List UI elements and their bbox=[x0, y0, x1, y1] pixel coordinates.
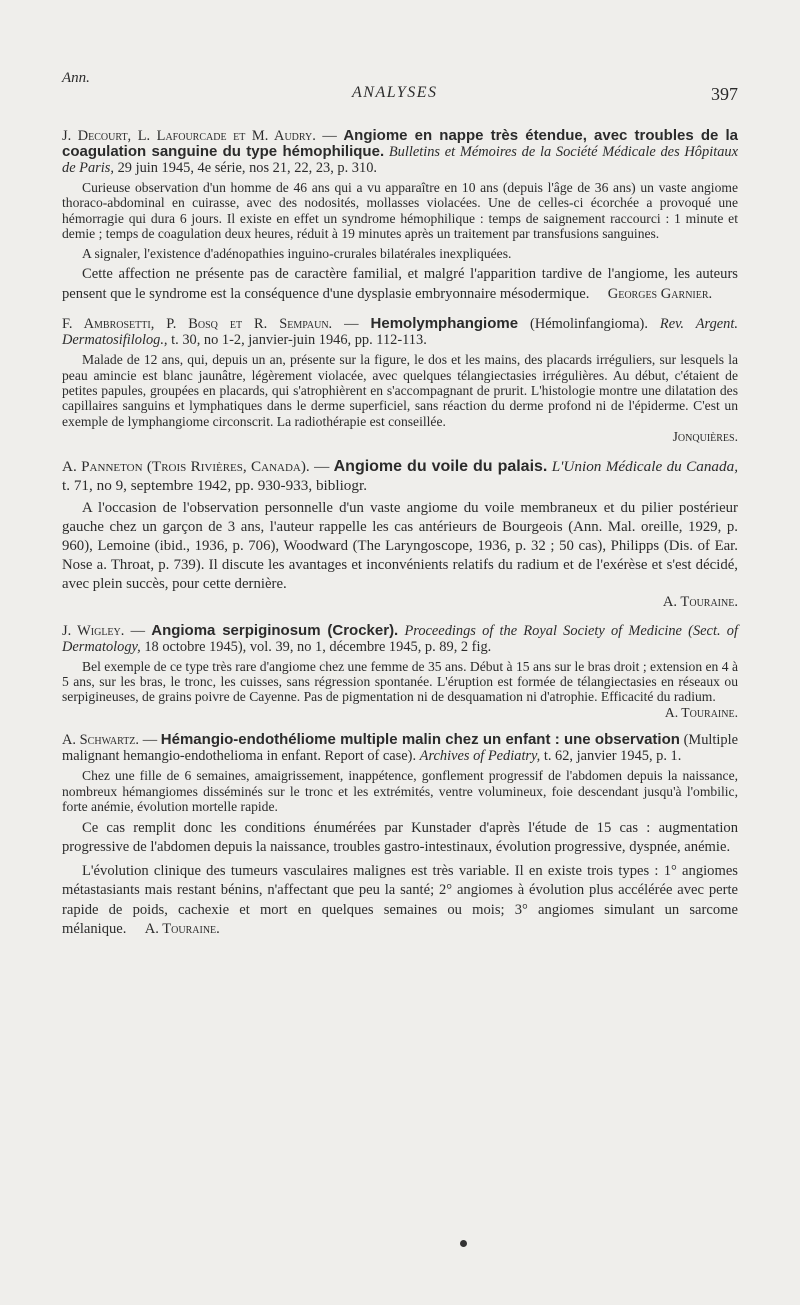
comment: Ce cas remplit donc les conditions énumérées par Kunstader d'après l'étude de 15 cas : augmentation progressive de l'abdomen depuis la naissance, troubles gastro-intestinaux, évolution progressive, dyspnée, anémie. bbox=[62, 819, 738, 856]
signature: Georges Garnier. bbox=[607, 285, 713, 302]
citation-details: 18 octobre 1945), vol. 39, no 1, décembre 1945, p. 89, 2 fig. bbox=[144, 638, 492, 655]
page-number: 397 bbox=[711, 84, 738, 104]
signature: A. Touraine. bbox=[662, 593, 738, 610]
article-title: Angioma serpiginosum (Crocker). bbox=[151, 621, 399, 639]
summary: A l'occasion de l'observation personnelle d'un vaste angiome du voile membraneux et du pilier postérieur gauche chez un garçon de 3 ans, l'auteur rappelle les cas antérieurs de Bourgeois (Ann. Mal. oreille, 1929, p. 960), Lemoine (ibid., 1936, p. 706), Woodward (The Laryngoscope, 1936, p. 32 ; 50 cas), Philipps (Dis. of Ear. Nose a. Throat, p. 739). Il discute les avantages et inconvénients relatifs du radium et de l'exérèse et s'est décidé, avec plein succès, pour cette dernière. bbox=[62, 499, 738, 592]
abstract-entry bbox=[62, 732, 738, 940]
citation-details: t. 71, no 9, septembre 1942, pp. 930-933, bibliogr. bbox=[62, 476, 367, 494]
running-title: ANALYSES bbox=[352, 84, 438, 101]
summary: Curieuse observation d'un homme de 46 ans qui a vu apparaître en 10 ans (depuis l'âge de 36 ans) un vaste angiome thoraco-abdominal en cuirasse, avec des nodosités, mollasses violacées. Une de celles-ci écorchée a provoqué une hémorragie qui dura 6 jours. Il existe en effet un syndrome hémophilique : temps de saignement raccourci : 1 minute et demie ; temps de coagulation deux heures, réduit à 19 minutes après un traitement par transfusions sanguines. bbox=[62, 180, 738, 242]
signature: A. Touraine. bbox=[664, 704, 738, 720]
margin-note: Ann. bbox=[62, 70, 90, 86]
article-title: Hémangio-endothéliome multiple malin chez un enfant : une observation bbox=[160, 731, 680, 749]
article-title: Angiome du voile du palais. bbox=[333, 457, 548, 475]
abstract-entry bbox=[62, 128, 738, 304]
citation-details: 29 juin 1945, 4e série, nos 21, 22, 23, p. 310. bbox=[117, 160, 377, 176]
authors: A. Panneton (Trois Rivières, Canada). — bbox=[62, 457, 330, 475]
abstract-entry bbox=[62, 623, 738, 721]
citation-details: t. 30, no 1-2, janvier-juin 1946, pp. 112-113. bbox=[171, 332, 427, 349]
citation bbox=[62, 128, 738, 176]
abstract-entry bbox=[62, 316, 738, 444]
summary: Chez une fille de 6 semaines, amaigrissement, inappétence, gonflement progressif de l'abdomen depuis la naissance, nombreux hémangiomes disséminés sur le tronc et les extrémités, ventre volumineux, foie descendant jusqu'à l'ombilic, forte anémie, évolution mortelle rapide. bbox=[62, 768, 738, 815]
summary bbox=[62, 659, 738, 721]
authors: J. Wigley. — bbox=[62, 622, 145, 639]
authors: F. Ambrosetti, P. Bosq et R. Sempaun. — bbox=[62, 316, 359, 333]
signature: Jonquières. bbox=[672, 429, 738, 445]
citation bbox=[62, 623, 738, 655]
article-title: Hemolymphangiome bbox=[370, 315, 519, 333]
citation-details: t. 62, janvier 1945, p. 1. bbox=[543, 748, 682, 765]
citation bbox=[62, 316, 738, 348]
comment bbox=[62, 265, 738, 304]
article-title: Angiome en nappe très étendue, avec troubles de la coagulation sanguine du type hémophilique. bbox=[62, 127, 738, 160]
abstracts-list bbox=[62, 128, 738, 952]
journal: Archives of Pediatry, bbox=[419, 748, 541, 765]
signature: A. Touraine. bbox=[144, 921, 220, 938]
authors: J. Decourt, L. Lafourcade et M. Audry. — bbox=[62, 128, 337, 144]
comment-text: Cette affection ne présente pas de caractère familial, et malgré l'apparition tardive de l'angiome, les auteurs pensent que le syndrome est la conséquence d'une dysplasie embryonnaire mésodermique. bbox=[62, 266, 738, 302]
summary bbox=[62, 352, 738, 444]
journal: L'Union Médicale du Canada, bbox=[551, 457, 738, 475]
article-title-suffix: (Hémolinfangioma). bbox=[530, 316, 648, 333]
summary-text: Malade de 12 ans, qui, depuis un an, présente sur la figure, le dos et les mains, des placards irréguliers, sur lesquels la peau amincie est blanc jaunâtre, légèrement violacée, avec quelques télangiectasies irrégulières. Au début, c'étaient de petites papules, groupées en placards, qui s'atrophièrent en s'accompagnant de prurit. L'histologie montre une dilatation des capillaires sanguins et lymphatiques dans le derme superficiel, sans réaction du derme profond ni de l'épiderme. C'est un exemple de lymphangiome circonscrit. La radiothérapie est conseillée. bbox=[62, 352, 738, 429]
journal: Rev. Argent. Dermatosifilolog., bbox=[62, 316, 738, 349]
citation bbox=[62, 732, 738, 764]
journal: Bulletins et Mémoires de la Société Médicale des Hôpitaux de Paris, bbox=[62, 144, 738, 176]
comment bbox=[62, 862, 738, 940]
journal: Proceedings of the Royal Society of Medicine (Sect. of Dermatology, bbox=[62, 622, 738, 655]
article-title-suffix: (Multiple malignant hemangio-endothelioma in enfant. Report of case). bbox=[62, 732, 738, 765]
summary-text: Bel exemple de ce type très rare d'angiome chez une femme de 35 ans. Début à 15 ans sur le bras droit ; extension en 4 à 5 ans, sur les bras, le tronc, les cuisses, sans régression spontanée. L'éruption est formée de télangiectasies en réseaux ou serpigineuses, de grains poivre de Cayenne. Pas de pigmentation ni de desquamation ni d'atrophie. Efficacité du radium. bbox=[62, 658, 738, 705]
comment-text: L'évolution clinique des tumeurs vasculaires malignes est très variable. Il en existe trois types : 1° angiomes métastasiants mais restant bénins, n'affectant que peu la santé; 2° angiomes à évolution plus accélérée avec perte rapide de poids, cachexie et mort en quelques semaines ou mois; 3° angiomes simulant un sarcome mélanique. bbox=[62, 862, 738, 938]
authors: A. Schwartz. — bbox=[62, 732, 158, 749]
running-head bbox=[62, 84, 738, 108]
ink-dot bbox=[460, 1240, 467, 1247]
citation bbox=[62, 457, 738, 495]
summary-note: A signaler, l'existence d'adénopathies inguino-crurales bilatérales inexpliquées. bbox=[82, 245, 512, 261]
abstract-entry bbox=[62, 457, 738, 611]
